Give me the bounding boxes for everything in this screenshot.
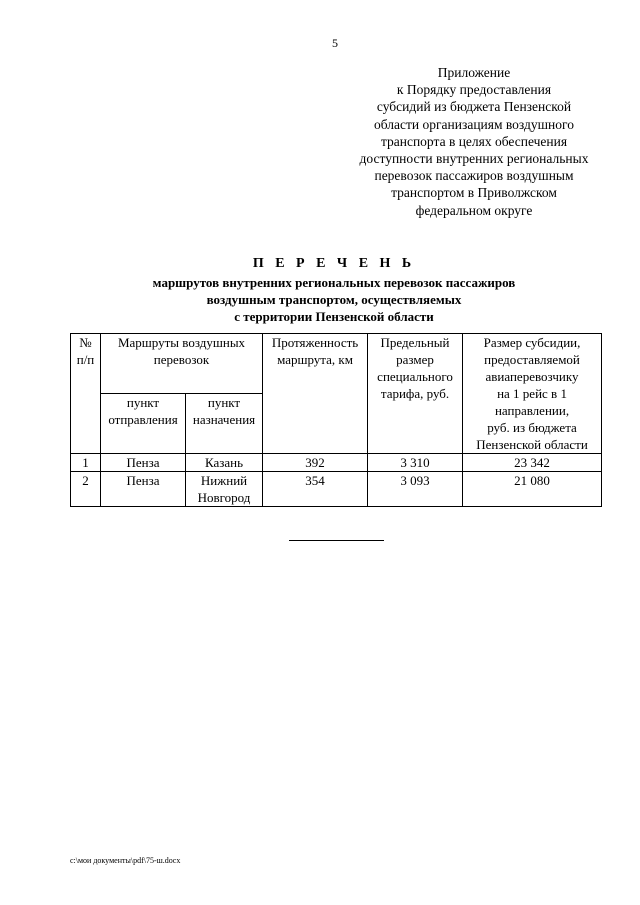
cell-num: 2 [71, 472, 101, 507]
header-routes: Маршруты воздушных перевозок [101, 334, 263, 394]
cell-subsidy: 23 342 [463, 454, 602, 472]
appendix-note [344, 64, 604, 219]
cell-to: Казань [186, 454, 263, 472]
cell-from: Пенза [101, 454, 186, 472]
title-subtitle [60, 274, 608, 325]
header-length: Протяженность маршрута, км [263, 334, 368, 454]
subtitle-line: маршрутов внутренних региональных перевозок пассажиров [152, 275, 516, 290]
table-row [71, 454, 602, 472]
header-to: пункт назначения [186, 394, 263, 454]
header-tariff: Предельный размер специального тарифа, руб. [368, 334, 463, 454]
appendix-line: области организациям воздушного [374, 116, 574, 132]
cell-to: Нижний Новгород [186, 472, 263, 507]
document-title [60, 255, 608, 325]
appendix-line: транспортом в Приволжском [391, 185, 557, 201]
header-subsidy: Размер субсидии, предоставляемой авиаперевозчику на 1 рейс в 1 направлении, руб. из бюджета Пензенской области [463, 334, 602, 454]
appendix-line: транспорта в целях обеспечения [380, 133, 568, 149]
cell-length: 392 [263, 454, 368, 472]
subtitle-line: воздушным транспортом, осуществляемых [206, 292, 462, 307]
cell-num: 1 [71, 454, 101, 472]
appendix-line: перевозок пассажиров воздушным [374, 168, 574, 184]
table-row [71, 472, 602, 507]
cell-from: Пенза [101, 472, 186, 507]
appendix-line: к Порядку предоставления [396, 82, 552, 98]
appendix-line: Приложение [437, 65, 511, 80]
page-number: 5 [332, 36, 338, 50]
cell-length: 354 [263, 472, 368, 507]
title-heading: П Е Р Е Ч Е Н Ь [252, 256, 416, 271]
appendix-line: доступности внутренних региональных [359, 151, 589, 167]
cell-tariff: 3 310 [368, 454, 463, 472]
appendix-line: федеральном округе [415, 202, 533, 218]
subtitle-line: с территории Пензенской области [234, 309, 434, 324]
cell-tariff: 3 093 [368, 472, 463, 507]
header-num: № п/п [71, 334, 101, 454]
cell-subsidy: 21 080 [463, 472, 602, 507]
appendix-line: субсидий из бюджета Пензенской [376, 99, 572, 115]
header-from: пункт отправления [101, 394, 186, 454]
separator-line [289, 540, 384, 541]
routes-table [70, 333, 602, 507]
footer-file-path: c:\мои документы\pdf\75-ш.docx [70, 856, 181, 865]
